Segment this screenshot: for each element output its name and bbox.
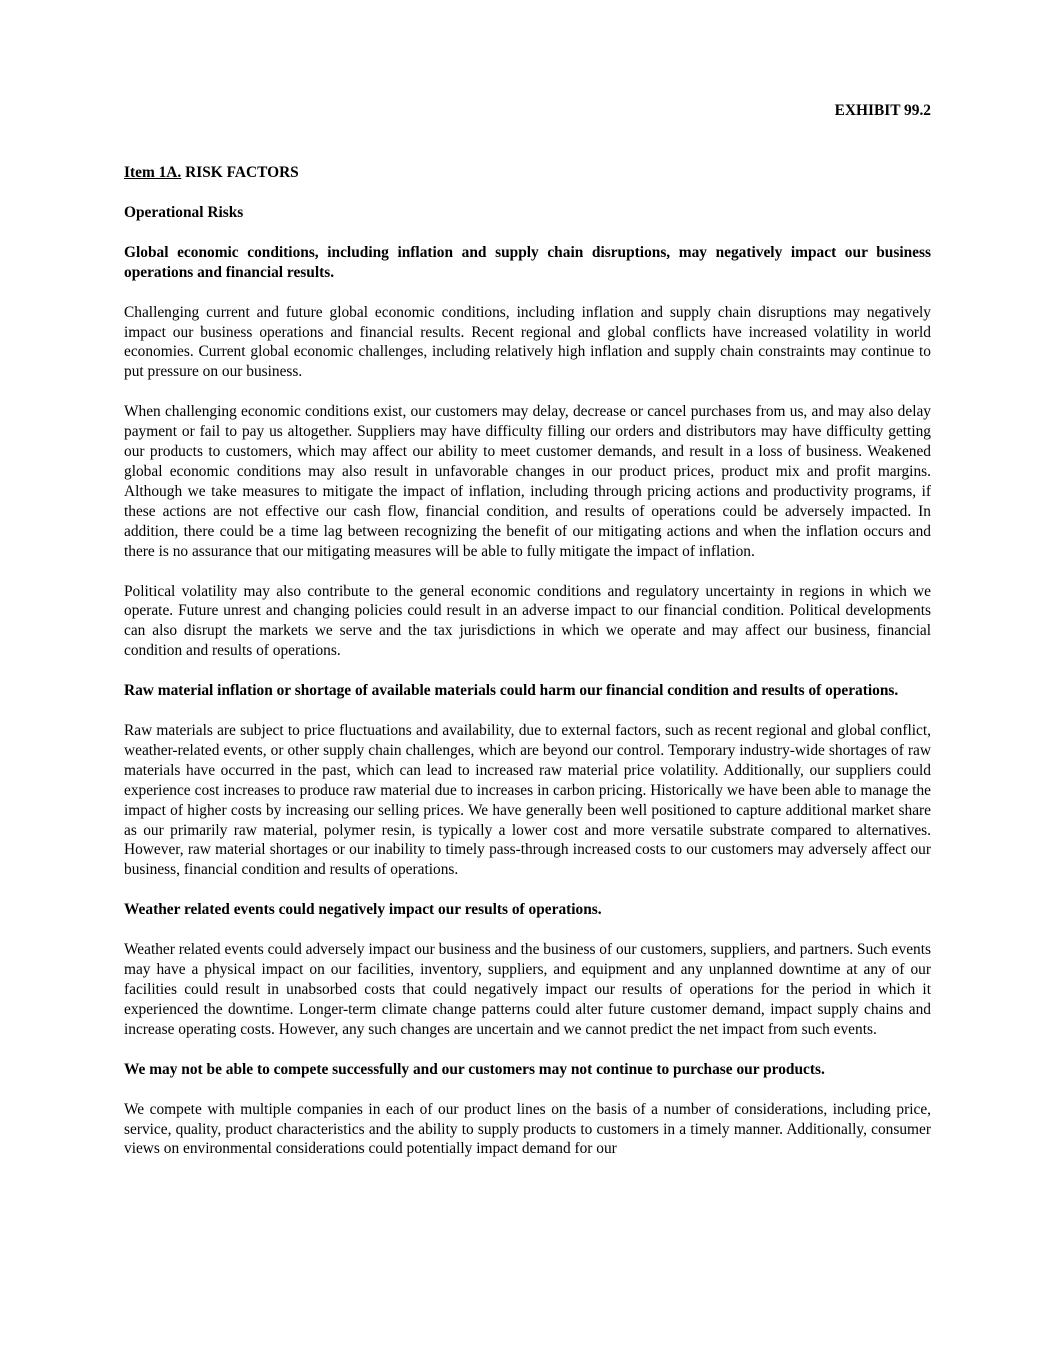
paragraph: Raw materials are subject to price fluctuations and availability, due to external factors, such as recent regional and global conflict, weather-related events, or other supply chain challenges, which are beyond our control. Temporary industry-wide shortages of raw materials have occurred in the past, which can lead to increased raw material price volatility. Additionally, our suppliers could experience cost increases to produce raw material due to increases in carbon pricing. Historically we have been able to manage the impact of higher costs by increasing our selling prices. We have generally been well positioned to capture additional market share as our primarily raw material, polymer resin, is typically a lower cost and more versatile substrate compared to alternatives. However, raw material shortages or our inability to timely pass-through increased costs to our customers may adversely affect our business, financial condition and results of operations. xyxy=(124,722,931,879)
paragraph: Political volatility may also contribute to the general economic conditions and regulatory uncertainty in regions in which we operate. Future unrest and changing policies could result in an adverse impact to our financial condition. Political developments can also disrupt the markets we serve and the tax jurisdictions in which we operate and may affect our business, financial condition and results of operations. xyxy=(124,582,931,660)
document-page xyxy=(124,101,931,1159)
risk-heading-raw-material: Raw material inflation or shortage of available materials could harm our financial condition and results of operations. xyxy=(124,682,899,700)
paragraph: We compete with multiple companies in each of our product lines on the basis of a number of considerations, including price, service, quality, product characteristics and the ability to supply products to customers in a timely manner. Additionally, consumer views on environmental considerations could potentially impact demand for our xyxy=(124,1100,931,1158)
risk-heading-competition: We may not be able to compete successfully and our customers may not continue to purchase our products. xyxy=(124,1060,825,1078)
risk-heading-global-economic: Global economic conditions, including inflation and supply chain disruptions, may negatively impact our business operations and financial results. xyxy=(124,243,931,281)
item-number: Item 1A. xyxy=(124,164,182,181)
item-title: RISK FACTORS xyxy=(185,164,299,181)
section-title-operational-risks: Operational Risks xyxy=(124,203,244,221)
paragraph: Challenging current and future global economic conditions, including inflation and supply chain disruptions may negatively impact our business operations and financial results. Recent regional and global conflicts have increased volatility in world economies. Current global economic challenges, including relatively high inflation and supply chain constraints may continue to put pressure on our business. xyxy=(124,303,931,381)
risk-heading-weather: Weather related events could negatively impact our results of operations. xyxy=(124,901,602,919)
paragraph: When challenging economic conditions exist, our customers may delay, decrease or cancel purchases from us, and may also delay payment or fail to pay us altogether. Suppliers may have difficulty filling our orders and distributors may have difficulty getting our products to customers, which may affect our ability to meet customer demands, and result in a loss of business. Weakened global economic conditions may also result in unfavorable changes in our product prices, product mix and profit margins. Although we take measures to mitigate the impact of inflation, including through pricing actions and productivity programs, if these actions are not effective our cash flow, financial condition, and results of operations could be adversely impacted. In addition, there could be a time lag between recognizing the benefit of our mitigating actions and when the inflation occurs and there is no assurance that our mitigating measures will be able to fully mitigate the impact of inflation. xyxy=(124,403,931,560)
exhibit-label: EXHIBIT 99.2 xyxy=(834,102,931,119)
item-heading xyxy=(124,163,931,183)
paragraph: Weather related events could adversely impact our business and the business of our customers, suppliers, and partners. Such events may have a physical impact on our facilities, inventory, suppliers, and equipment and any unplanned downtime at any of our facilities could result in unabsorbed costs that could negatively impact our results of operations for the period in which it experienced the downtime. Longer-term climate change patterns could alter future customer demand, impact supply chains and increase operating costs. However, any such changes are uncertain and we cannot predict the net impact from such events. xyxy=(124,941,931,1038)
